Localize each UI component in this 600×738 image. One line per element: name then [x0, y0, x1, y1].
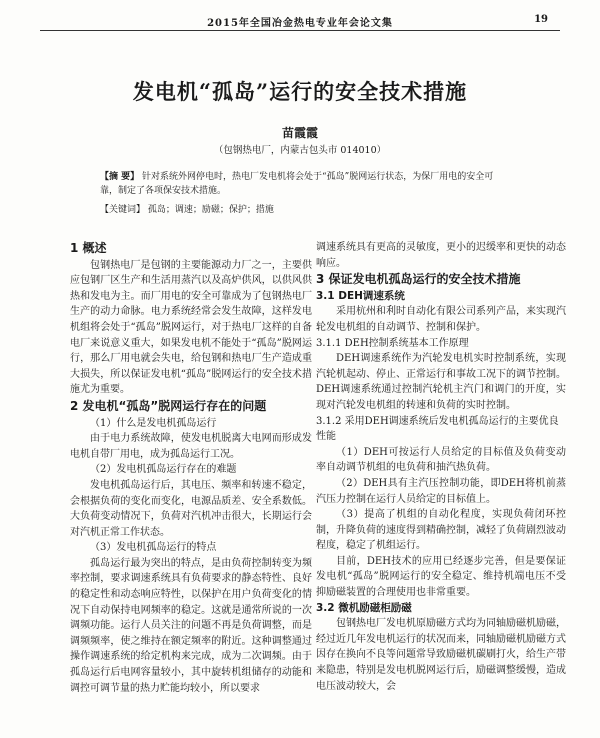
- performance-item-1: （1）DEH可按运行人员给定的目标值及负荷变动率自动调节机组的电负荷和抽汽热负荷。: [316, 446, 566, 474]
- section-3-1-1-heading: 3.1.1 DEH控制系统基本工作原理: [316, 337, 469, 349]
- section-2-2-paragraph: 发电机孤岛运行后，其电压、频率和转速不稳定，会根据负荷的变化而变化，电源品质差、安全系数低。大负荷变动情况下，负荷对汽机冲击很大，长期运行会对汽机正常工作状态。: [70, 479, 312, 538]
- section-2-3-paragraph: 孤岛运行最为突出的特点，是由负荷控制转变为频率控制，要求调速系统具有负荷要求的静态特性、良好的稳定性和动态响应特性，以保护在用户负荷变化的情况下自动保持电网频率的稳定。这就是通常所说的一次调频功能。运行人员关注的问题不再是负荷调整，而是调频频率，使之维持在额定频率的附近。这种调整通过操作调速系统的给定机构来完成，成为二次调频。由于孤岛运行后电网容量较小，其中旋转机组储存的动能和调控可调节量的热力贮能均较小，所以要求: [70, 557, 312, 694]
- section-3-1-1-paragraph: DEH调速系统作为汽轮发电机实时控制系统，实现汽轮机起动、停止、正常运行和事故工况下的调节控制。DEH调速系统通过控制汽轮机主汽门和调门的开度，实现对汽轮发电机组的转速和负荷的实时控制。: [316, 353, 566, 411]
- section-2-heading: 2 发电机“孤岛”脱网运行存在的问题: [70, 398, 267, 413]
- section-2-3-heading: （3）发电机孤岛运行的特点: [90, 542, 217, 554]
- abstract-label: 【摘 要】: [100, 172, 140, 182]
- abstract-text: 针对系统外网停电时，热电厂发电机将会处于“孤岛”脱网运行状态，为保厂用电的安全可靠，制定了各项保安技术措施。: [100, 172, 494, 196]
- performance-item-2: （2）DEH具有主汽压控制功能，即DEH将机前蒸汽压力控制在运行人员给定的目标值上。: [316, 477, 566, 505]
- section-3-heading: 3 保证发电机孤岛运行的安全技术措施: [316, 272, 521, 287]
- section-3-2-paragraph: 包钢热电厂发电机原励磁方式均为同轴励磁机励磁，经过近几年发电机运行的状况而来，同轴励磁机励磁方式因存在换向不良等问题常导致励磁机碳刷打火，给生产带来隐患，特别是发电机脱网运行后，励磁调整缓慢，造成电压波动较大，会: [316, 618, 566, 692]
- section-2-1-heading: （1）什么是发电机孤岛运行: [90, 417, 217, 429]
- section-3-1-2-summary: 目前，DEH技术的应用已经逐步完善，但是要保证发电机“孤岛”脱网运行的安全稳定、维持机端电压不受抑励磁装置的合理使用也非常重要。: [316, 555, 566, 599]
- section-3-1-heading: 3.1 DEH调速系统: [316, 289, 405, 302]
- author-name: 苗霞霞: [281, 126, 318, 140]
- section-3-2-heading: 3.2 微机励磁柜励磁: [316, 601, 412, 614]
- running-header: [0, 0, 600, 34]
- section-3-1-paragraph: 采用杭州和利时自动化有限公司系列产品，来实现汽轮发电机组的自动调节、控制和保护。: [316, 306, 566, 333]
- section-2-2-heading: （2）发电机孤岛运行存在的难题: [90, 464, 237, 476]
- section-2-1-paragraph: 由于电力系统故障，使发电机脱离大电网而形成发电机自带厂用电，成为孤岛运行工况。: [70, 433, 312, 460]
- header-rule: [40, 30, 560, 31]
- abstract: [100, 170, 510, 198]
- left-column: [70, 240, 312, 696]
- section-1-heading: 1 概述: [70, 241, 107, 255]
- section-3-1-2-heading: 3.1.2 采用DEH调速系统后发电机孤岛运行的主要优良性能: [316, 415, 559, 443]
- author-affiliation: （包钢热电厂，内蒙古包头市 014010）: [213, 145, 387, 156]
- continued-paragraph: 调速系统具有更高的灵敏度，更小的迟缓率和更快的动态响应。: [316, 242, 566, 269]
- keywords-text: 孤岛；调速；励磁；保护；措施: [147, 205, 274, 215]
- performance-item-3: （3）提高了机组的自动化程度，实现负荷闭环控制，升降负荷的速度得到精确控制，减轻了负荷剧烈波动程度，稳定了机组运行。: [316, 509, 566, 552]
- section-1-paragraph: 包钢热电厂是包钢的主要能源动力厂之一，主要供应包钢厂区生产和生活用蒸汽以及高炉供风，以供风供热和发电为主。而厂用电的安全可靠成为了包钢热电厂生产的动力命脉。电力系统经常会发生故障，这样发电机组将会处于“孤岛”脱网运行，对于热电厂这样的自备电厂来说意义重大，如果发电机不能处于“孤岛”脱网运行，那么厂用电就会失电，给包钢和热电厂生产造成重大损失，所以保证发电机“孤岛”脱网运行的安全技术措施尤为重要。: [70, 259, 312, 396]
- journal-name: 2015年全国冶金热电专业年会论文集: [207, 18, 393, 29]
- right-column: [316, 240, 566, 694]
- page-number: 19: [534, 14, 548, 25]
- paper-title: 发电机“孤岛”运行的安全技术措施: [132, 79, 468, 104]
- keywords-label: 【关键词】: [100, 205, 146, 215]
- keywords: [100, 202, 510, 215]
